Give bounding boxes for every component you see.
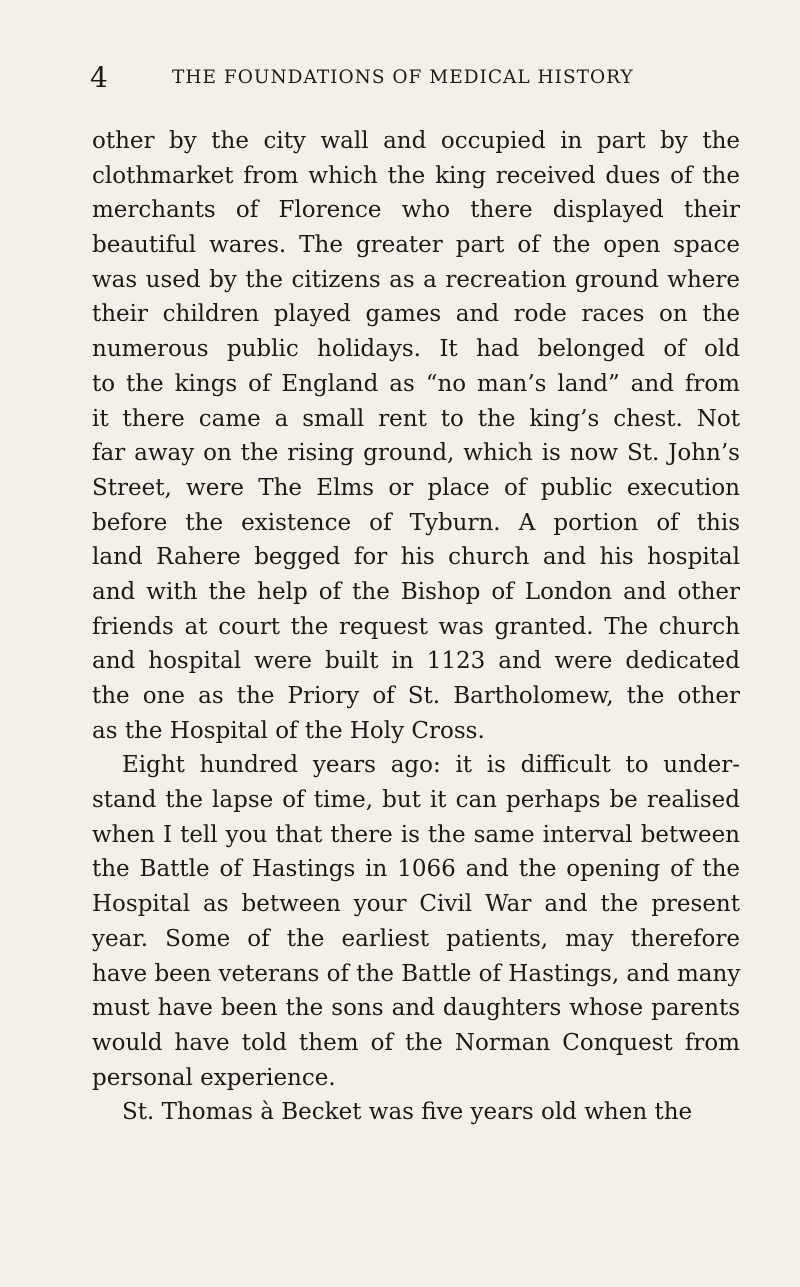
paragraph	[92, 1095, 740, 1130]
text-line: Eight hundred years ago: it is difficult to under-	[122, 752, 740, 779]
text-line: to the kings of England as “no man’s land” and from	[92, 370, 740, 397]
text-line: St. Thomas à Becket was five years old when the	[122, 1099, 693, 1126]
text-line: Street, were The Elms or place of public execution	[92, 474, 740, 501]
text-line: the Battle of Hastings in 1066 and the opening of the	[92, 856, 740, 883]
text-line: and hospital were built in 1123 and were dedicated	[92, 648, 740, 675]
text-line: the one as the Priory of St. Bartholomew, the other	[92, 683, 740, 709]
text-line: as the Hospital of the Holy Cross.	[92, 717, 485, 744]
text-line: would have told them of the Norman Conquest from	[92, 1029, 740, 1056]
text-line: before the existence of Tyburn. A portion of this	[92, 509, 740, 536]
text-line: merchants of Florence who there displayed their	[92, 197, 740, 224]
text-line: beautiful wares. The greater part of the open space	[92, 232, 740, 259]
text-line: other by the city wall and occupied in part by the	[92, 128, 740, 154]
text-line: their children played games and rode races on the	[92, 301, 740, 328]
body-text	[92, 124, 740, 1130]
text-line: it there came a small rent to the king’s chest. Not	[92, 405, 740, 432]
text-line: clothmarket from which the king received dues of the	[92, 162, 740, 189]
running-title: THE FOUNDATIONS OF MEDICAL HISTORY	[172, 67, 634, 88]
text-line: land Rahere begged for his church and his hospital	[92, 544, 740, 571]
text-line: stand the lapse of time, but it can perhaps be realised	[92, 787, 740, 814]
page-number: 4	[90, 61, 108, 94]
text-line: have been veterans of the Battle of Hastings, and many	[92, 960, 741, 987]
running-header	[90, 60, 660, 96]
paragraph	[92, 748, 740, 1095]
text-line: and with the help of the Bishop of London and other	[92, 578, 740, 605]
text-line: year. Some of the earliest patients, may therefore	[92, 925, 740, 952]
text-line: Hospital as between your Civil War and the present	[92, 891, 740, 918]
text-line: when I tell you that there is the same interval between	[92, 821, 740, 848]
text-line: numerous public holidays. It had belonged of old	[92, 336, 740, 363]
text-line: was used by the citizens as a recreation ground where	[92, 266, 740, 293]
text-line: personal experience.	[92, 1064, 336, 1091]
text-line: far away on the rising ground, which is now St. John’s	[92, 440, 740, 467]
text-line: must have been the sons and daughters whose parents	[92, 995, 740, 1022]
paragraph	[92, 124, 740, 748]
text-line: friends at court the request was granted. The church	[92, 613, 740, 640]
